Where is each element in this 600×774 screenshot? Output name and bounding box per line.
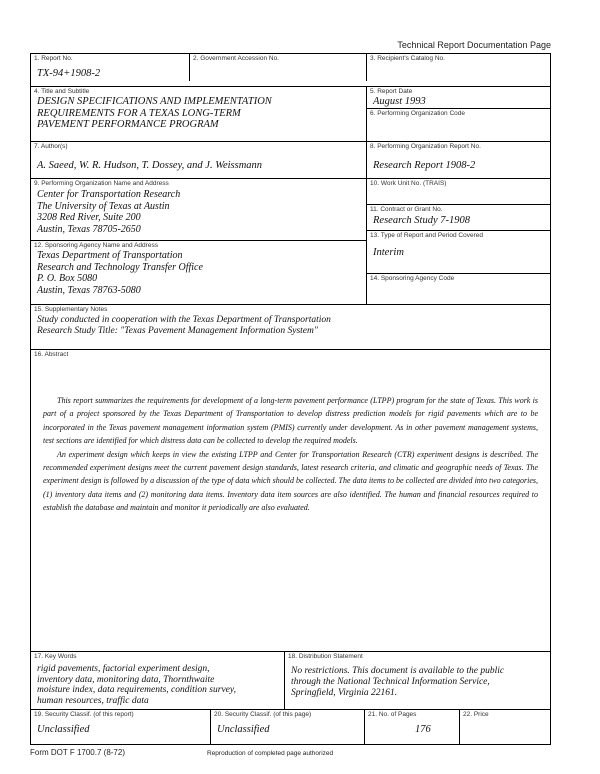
security-report-value: Unclassified <box>37 724 90 735</box>
supplementary-label: 15. Supplementary Notes <box>34 306 108 313</box>
report-documentation-form <box>30 53 551 745</box>
performing-org-cell <box>31 178 366 240</box>
supplementary-cell <box>31 304 550 349</box>
performing-org-report-label: 8. Performing Organization Report No. <box>370 143 481 150</box>
form-number: Form DOT F 1700.7 (8-72) <box>30 748 125 757</box>
sponsoring-code-label: 14. Sponsoring Agency Code <box>370 275 455 282</box>
sponsoring-agency-value <box>37 250 203 296</box>
sponsoring-agency-line: Austin, Texas 78763-5080 <box>37 284 141 296</box>
gov-accession-label: 2. Government Accession No. <box>193 55 279 62</box>
security-page-value: Unclassified <box>217 724 270 735</box>
performing-org-line: Austin, Texas 78705-2650 <box>37 223 141 235</box>
sponsoring-agency-cell <box>31 240 366 304</box>
abstract-paragraph: This report summarizes the requirements for development of a long-term pavement performance (LTPP) program for the state of Texas. This work is part of a project sponsored by the Texas Department of Transportation to develop distress prediction models for rigid pavements which are to be incorporated in the Texas pavement management information system (PMIS) currently under development. As in other pavement management systems, test sections are identified for which distress data can be collected to develop the required models. <box>43 396 538 446</box>
distribution-label: 18. Distribution Statement <box>288 653 363 660</box>
supplementary-value <box>37 315 331 337</box>
key-words-line: human resources, traffic data <box>37 695 149 706</box>
abstract-text <box>43 394 538 515</box>
key-words-label: 17. Key Words <box>34 653 77 660</box>
supplementary-line: Study conducted in cooperation with the Texas Department of Transportation <box>37 315 331 325</box>
security-report-label: 19. Security Classif. (of this report) <box>34 711 134 718</box>
title-cell <box>31 86 366 141</box>
report-no-label: 1. Report No. <box>34 55 73 62</box>
sponsoring-agency-line: P. O. Box 5080 <box>37 273 98 284</box>
form-heading: Technical Report Documentation Page <box>397 40 551 50</box>
distribution-value <box>291 666 504 699</box>
abstract-cell <box>31 349 550 651</box>
key-words-cell <box>31 651 284 709</box>
title-line: PAVEMENT PERFORMANCE PROGRAM <box>37 119 219 130</box>
recipient-catalog-cell <box>366 54 550 81</box>
performing-org-code-label: 6. Performing Organization Code <box>370 110 466 117</box>
title-label: 4. Title and Subtitle <box>34 88 90 95</box>
security-page-cell <box>210 709 364 744</box>
recipient-catalog-label: 3. Recipient's Catalog No. <box>370 55 445 62</box>
report-type-label: 13. Type of Report and Period Covered <box>370 232 483 239</box>
performing-org-line: Center for Transportation Research <box>37 189 181 200</box>
distribution-cell <box>284 651 550 709</box>
no-pages-cell <box>364 709 459 744</box>
key-words-value <box>37 664 236 706</box>
supplementary-line: Research Study Title: "Texas Pavement Management Information System" <box>37 326 318 336</box>
sponsoring-agency-label: 12. Sponsoring Agency Name and Address <box>34 242 158 249</box>
performing-org-code-cell <box>366 108 550 141</box>
sponsoring-agency-line: Research and Technology Transfer Office <box>37 261 203 273</box>
report-date-cell <box>366 86 550 108</box>
distribution-line: No restrictions. This document is available to the public <box>291 666 505 676</box>
title-line: DESIGN SPECIFICATIONS AND IMPLEMENTATION <box>37 96 272 107</box>
contract-cell <box>366 204 550 230</box>
key-words-line: moisture index, data requirements, condition survey, <box>37 685 236 695</box>
authors-value: A. Saeed, W. R. Hudson, T. Dossey, and J. Weissmann <box>37 160 263 171</box>
performing-org-line: 3208 Red River, Suite 200 <box>37 212 141 223</box>
report-date-label: 5. Report Date <box>370 88 413 95</box>
price-cell <box>459 709 550 744</box>
title-value <box>37 96 272 131</box>
sponsoring-code-cell <box>366 273 550 304</box>
performing-org-value <box>37 189 180 235</box>
work-unit-cell <box>366 178 550 204</box>
security-page-label: 20. Security Classif. (of this page) <box>214 711 312 718</box>
distribution-line: through the National Technical Information Service, <box>291 677 490 687</box>
key-words-line: rigid pavements, factorial experiment design, <box>37 664 210 674</box>
sponsoring-agency-line: Texas Department of Transportation <box>37 250 183 261</box>
abstract-paragraph: An experiment design which keeps in view the existing LTPP and Center for Transportation Research (CTR) experiment designs is described. The recommended experiment designs meet the current pavement design standards, latest research criteria, and climatic and geographic needs of Texas. The experiment design is followed by a discussion of the type of data which should be collected. The data items to be collected are divided into two categories, (1) inventory data items and (2) monitoring data items. Inventory data item sources are also identified. The human and financial resources required to establish the database and maintain and monitor it periodically are also evaluated. <box>43 449 538 513</box>
performing-org-line: The University of Texas at Austin <box>37 200 170 212</box>
key-words-line: inventory data, monitoring data, Thornthwaite <box>37 674 215 685</box>
title-line: REQUIREMENTS FOR A TEXAS LONG-TERM <box>37 107 241 119</box>
performing-org-report-value: Research Report 1908-2 <box>373 160 476 171</box>
report-no-cell <box>31 54 189 81</box>
no-pages-value: 176 <box>415 724 431 735</box>
gov-accession-cell <box>189 54 366 81</box>
contract-value: Research Study 7-1908 <box>373 215 471 226</box>
report-no-value: TX-94+1908-2 <box>37 68 101 79</box>
work-unit-label: 10. Work Unit No. (TRAIS) <box>370 180 447 187</box>
distribution-line: Springfield, Virginia 22161. <box>291 688 398 698</box>
contract-label: 11. Contract or Grant No. <box>370 206 443 213</box>
performing-org-label: 9. Performing Organization Name and Address <box>34 180 169 187</box>
price-label: 22. Price <box>463 711 489 718</box>
report-type-value: Interim <box>373 247 404 258</box>
performing-org-report-cell <box>366 141 550 178</box>
reproduction-note: Reproduction of completed page authorized <box>207 750 334 757</box>
security-report-cell <box>31 709 210 744</box>
report-date-value: August 1993 <box>373 96 426 107</box>
report-type-cell <box>366 230 550 273</box>
authors-label: 7. Author(s) <box>34 143 68 150</box>
abstract-label: 16. Abstract <box>34 351 69 358</box>
no-pages-label: 21. No. of Pages <box>368 711 417 718</box>
authors-cell <box>31 141 366 178</box>
